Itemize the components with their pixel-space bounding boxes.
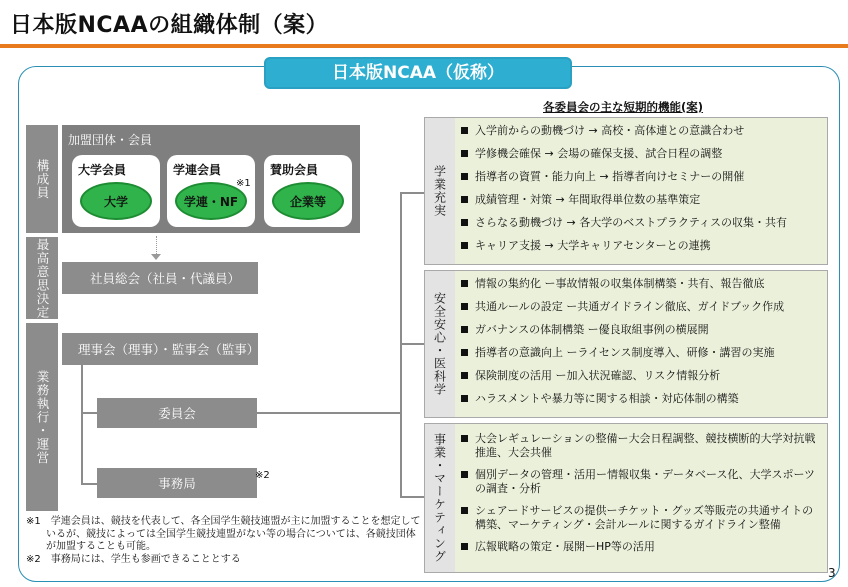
side-label-members-text: 構成員 <box>35 158 50 200</box>
list-item <box>461 170 823 184</box>
board-label: 理事会（理事）・監事会（監事） <box>78 342 260 357</box>
footnote-2: ※2 事務局には、学生も参画できることとする <box>26 553 241 565</box>
panel-side-text: 安全安心・医科学 <box>432 292 447 396</box>
note-1-marker: ※1 <box>236 178 251 189</box>
page-number: 3 <box>828 566 836 580</box>
list-item <box>461 216 823 230</box>
list-item <box>461 277 823 291</box>
list-item <box>461 323 823 337</box>
panel-side-text: 事業・マーケティング <box>432 433 447 563</box>
bullet-square-icon <box>461 349 468 356</box>
list-item-text: 成績管理・対策 → 年間取得単位数の基準策定 <box>475 193 701 206</box>
bullet-square-icon <box>461 326 468 333</box>
list-item <box>461 369 823 383</box>
panel-safety <box>424 270 828 418</box>
list-item-text: 大会レギュレーションの整備ー大会日程調整、競技横断的大学対抗戦推進、大会共催 <box>475 432 816 459</box>
list-item-text: 指導者の意識向上 ーライセンス制度導入、研修・講習の実施 <box>475 346 775 359</box>
bullet-square-icon <box>461 280 468 287</box>
list-item <box>461 346 823 360</box>
panel-side-label <box>425 271 455 417</box>
bullet-square-icon <box>461 196 468 203</box>
member-oval: 企業等 <box>272 182 344 220</box>
panel-body <box>455 118 827 264</box>
member-oval: 学連・NF <box>175 182 247 220</box>
panel-side-text: 学業充実 <box>432 165 447 217</box>
panel-side-label <box>425 118 455 264</box>
panel-body <box>455 424 827 572</box>
member-card-label: 賛助会員 <box>270 163 319 177</box>
bullet-square-icon <box>461 127 468 134</box>
bullet-square-icon <box>461 173 468 180</box>
bullet-square-icon <box>461 507 468 514</box>
bullet-square-icon <box>461 219 468 226</box>
list-item-text: 個別データの管理・活用ー情報収集・データベース化、大学スポーツの調査・分析 <box>475 468 816 495</box>
bullet-square-icon <box>461 395 468 402</box>
bullet-square-icon <box>461 242 468 249</box>
list-item <box>461 124 823 138</box>
panel-academic <box>424 117 828 265</box>
list-item <box>461 300 823 314</box>
connector-to-panel-2 <box>400 343 424 345</box>
list-item-text: ガバナンスの体制構築 ー優良取組事例の横展開 <box>475 323 709 336</box>
list-item-text: キャリア支援 → 大学キャリアセンターとの連携 <box>475 239 711 252</box>
list-item-text: 入学前からの動機づけ → 高校・高体連との意識合わせ <box>475 124 745 137</box>
bullet-square-icon <box>461 303 468 310</box>
panel-marketing <box>424 423 828 573</box>
list-item-text: 共通ルールの設定 ー共通ガイドライン徹底、ガイドブック作成 <box>475 300 785 313</box>
side-label-members <box>26 125 58 233</box>
members-title: 加盟団体・会員 <box>68 133 153 147</box>
footnote-1: ※1 学連会員は、競技を代表して、各全国学生競技連盟が主に加盟することを想定しているが、競技によっては全国学生競技連盟がない等の場合については、各競技団体が加盟することも可能。 <box>26 516 421 552</box>
committee-box <box>97 398 257 428</box>
member-card-label: 大学会員 <box>78 163 127 177</box>
side-label-operations-text: 業務執行・運営 <box>35 369 50 465</box>
list-item <box>461 239 823 253</box>
list-item-text: 情報の集約化 ー事故情報の収集体制構築・共有、報告徹底 <box>475 277 765 290</box>
connector-to-panel-1 <box>400 192 424 194</box>
committee-label: 委員会 <box>158 406 196 421</box>
list-item <box>461 193 823 207</box>
connector-vertical <box>81 365 83 484</box>
dotted-arrow <box>156 236 157 256</box>
list-item <box>461 147 823 161</box>
member-card-label: 学連会員 <box>173 163 222 177</box>
side-label-top-decision-text: 最高意思決定 <box>35 237 50 319</box>
list-item-text: 広報戦略の策定・展開ーHP等の活用 <box>475 540 655 553</box>
page-title: 日本版NCAAの組織体制（案） <box>10 13 329 38</box>
panel-title: 各委員会の主な短期的機能(案) <box>543 100 704 114</box>
list-item-text: ハラスメントや暴力等に関する相談・対応体制の構築 <box>475 392 739 405</box>
connector-secretariat <box>81 483 97 485</box>
title-rule <box>0 44 848 48</box>
list-item-text: さらなる動機づけ → 各大学のベストプラクティスの収集・共有 <box>475 216 787 229</box>
connector-committee-right <box>257 412 401 414</box>
member-card-supporting <box>264 155 352 227</box>
list-item <box>461 392 823 406</box>
board-box <box>62 333 258 365</box>
side-label-operations <box>26 323 58 511</box>
org-banner: 日本版NCAA（仮称） <box>264 57 572 89</box>
list-item-text: 指導者の資質・能力向上 → 指導者向けセミナーの開催 <box>475 170 745 183</box>
general-meeting-box <box>62 262 258 294</box>
list-item <box>461 468 823 496</box>
list-item-text: 学修機会確保 → 会場の確保支援、試合日程の調整 <box>475 147 723 160</box>
general-meeting-label: 社員総会（社員・代議員） <box>90 271 241 286</box>
bullet-square-icon <box>461 150 468 157</box>
member-card-university <box>72 155 160 227</box>
list-item-text: 保険制度の活用 ー加入状況確認、リスク情報分析 <box>475 369 721 382</box>
bullet-square-icon <box>461 372 468 379</box>
panel-side-label <box>425 424 455 572</box>
side-label-top-decision <box>26 237 58 319</box>
bullet-square-icon <box>461 471 468 478</box>
footnotes <box>26 516 422 566</box>
connector-to-panel-3 <box>400 496 424 498</box>
secretariat-box <box>97 468 257 498</box>
list-item <box>461 540 823 554</box>
bullet-square-icon <box>461 543 468 550</box>
list-item <box>461 504 823 532</box>
note-2-marker: ※2 <box>255 470 270 481</box>
secretariat-label: 事務局 <box>158 476 196 491</box>
panel-body <box>455 271 827 417</box>
member-oval: 大学 <box>80 182 152 220</box>
list-item <box>461 432 823 460</box>
bullet-square-icon <box>461 435 468 442</box>
member-card-federation <box>167 155 255 227</box>
dotted-arrow-head <box>151 254 161 260</box>
members-box <box>62 125 360 233</box>
connector-committee <box>81 412 97 414</box>
list-item-text: シェアードサービスの提供ーチケット・グッズ等販売の共通サイトの構築、マーケティング・会計ルールに関するガイドライン整備 <box>475 504 814 531</box>
